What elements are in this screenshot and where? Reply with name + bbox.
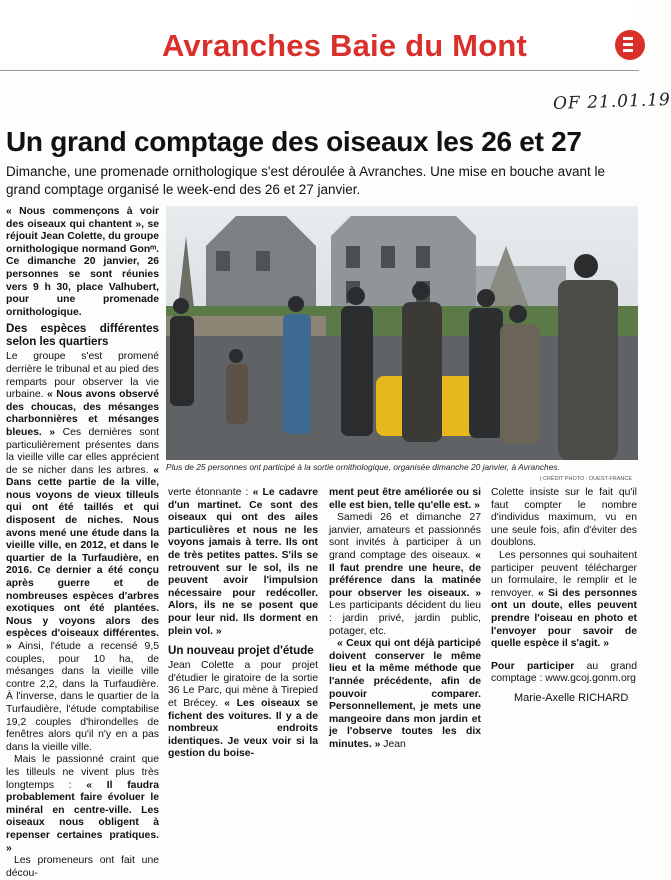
photo-caption: Plus de 25 personnes ont participé à la sortie ornithologique, organisée dimanche 20 janvier, à Avranches. xyxy=(166,462,560,472)
quote-run: « Dans cette partie de la ville, nous voyons de vieux tilleuls qui ont été taillés et qui disposent de niches. Nous avons mené une étude dans la vieille ville, en 2012, et dans le quartier de la Turfaudière, en 2016. Ce dernier a été conçu après guerre et de nombreuses espèces d'arbres exotiques ont été plantées. Nous y voyons alors des espèces d'oiseaux différentes. » xyxy=(6,464,159,652)
subheading: Des espèces différentes selon les quartiers xyxy=(6,322,159,349)
article-headline: Un grand comptage des oiseaux les 26 et 27 xyxy=(6,126,582,157)
article-column-4 xyxy=(491,487,637,686)
paragraph xyxy=(329,487,481,512)
date-annotation: OF 21.01.19 xyxy=(552,89,671,115)
paragraph xyxy=(6,754,159,855)
text-run: Samedi 26 et dimanche 27 janvier, amateurs et passionnés sont invités à participer à un grand comptage des oiseaux. xyxy=(329,512,481,561)
quote-run: « Les oiseaux se fichent des voitures. Il y a de nombreux endroits identiques. Je veux voir si la gestion du boise- xyxy=(168,697,318,760)
article-column-3 xyxy=(329,487,481,751)
quote-run: « Ceux qui ont déjà participé doivent conserver le même lieu et la même méthode que l'année précédente, afin de pouvoir comparer. Personnellement, je mets une mangeoire dans mon jardin et je l'observe toutes les dix minutes. » xyxy=(329,638,481,750)
header-divider xyxy=(0,70,639,71)
text-run: Les participants décident du lieu : jardin privé, jardin public, potager, etc. xyxy=(329,600,481,637)
article-column-2 xyxy=(168,487,318,761)
quote-run: ment peut être améliorée ou si elle est bien, telle qu'elle est. » xyxy=(329,487,481,511)
paragraph xyxy=(168,487,318,638)
paragraph xyxy=(6,855,159,880)
paragraph xyxy=(491,661,637,686)
text-run: verte étonnante : xyxy=(168,487,253,498)
paragraph xyxy=(329,512,481,638)
photo-credit: | CRÉDIT PHOTO : OUEST-FRANCE xyxy=(540,476,632,482)
article-standfirst: Dimanche, une promenade ornithologique s'est déroulée à Avranches. Une mise en bouche avant le grand comptage organisé le week-end des 26 et 27 janvier. xyxy=(6,164,605,197)
article-byline: Marie-Axelle RICHARD xyxy=(514,692,629,704)
newspaper-logo-icon xyxy=(613,28,639,62)
group-photo xyxy=(166,206,638,460)
text-run: Ces dernières sont particulièrement présentes dans la vieille ville car elles apprécient de se nicher dans les arbres. xyxy=(6,426,159,476)
text-run: Jean xyxy=(380,738,406,750)
quote-run: « Il faut prendre une heure, de préférence dans la matinée pour observer les oiseaux. » xyxy=(329,549,481,599)
paragraph xyxy=(491,550,637,651)
section-title: Avranches Baie du Mont xyxy=(162,28,527,63)
participate-label: Pour participer xyxy=(491,660,575,672)
text-run: Les promeneurs ont fait une décou- xyxy=(6,855,159,879)
paragraph xyxy=(6,206,159,319)
lead-quote: « Nous commençons à voir des oiseaux qui chantent », se réjouit Jean Colette, du groupe ornithologique normand Gonᵐ. Ce dimanche 20 janvier, 26 personnes se sont réunies vers 9 h 30, place Valhubert, pour une promenade ornithologique. xyxy=(6,206,159,318)
quote-run: « Le cadavre d'un martinet. Ce sont des oiseaux qui ont des ailes particulières et nous ne les voyons jamais à terre. Ils ont de très petites pattes. S'ils se retrouvent sur le sol, ils ne peuvent avoir l'impulsion nécessaire pour redécoller. Alors, ils ne se posent que pour leur nid. Ils dorment en plein vol. » xyxy=(168,487,319,637)
text-run: Les personnes qui souhaitent participer peuvent télécharger un formulaire, le remplir et le renvoyer. xyxy=(491,549,637,599)
text-run: Mais le passionné craint que les tilleuls ne vivent plus très longtemps : xyxy=(6,754,159,791)
text-run: Ainsi, l'étude a recensé 9,5 couples, pour 10 ha, de mésanges dans la vieille ville contre 2,2, dans la Turfaudière. À l'inverse, dans le quartier de la Turfaudière, l'étude comptabilise 19,2 couples d'hirondelles de fenêtres alors qu'il n'y en a pas dans la vieille ville. xyxy=(6,641,159,753)
quote-run: « Nous avons observé des choucas, des mésanges charbonnières et mésanges bleues. » xyxy=(6,389,159,438)
subheading: Un nouveau projet d'étude xyxy=(168,644,314,658)
text-run: Colette insiste sur le fait qu'il faut compter le nombre d'individus maximum, vu en une seule fois, afin d'éviter des doublons. xyxy=(491,487,637,549)
paragraph xyxy=(329,638,481,751)
paragraph xyxy=(491,487,637,550)
quote-run: « Il faudra probablement faire évoluer le minéral en centre-ville. Les oiseaux nous obligent à repenser certaines pratiques. » xyxy=(6,779,159,854)
text-run: Le groupe s'est promené derrière le tribunal et au pied des remparts pour observer la vie urbaine. xyxy=(6,351,159,401)
text-run: Jean Colette a pour projet d'étudier le giratoire de la sortie 36 Le Parc, qui mène à Tirepied et Brécey. xyxy=(168,660,318,709)
paragraph xyxy=(168,660,318,761)
participate-link[interactable]: au grand comptage : www.gcoj.gonm.org xyxy=(491,660,637,685)
paragraph xyxy=(6,351,159,754)
article-column-1 xyxy=(6,206,159,880)
quote-run: « Si des personnes ont un doute, elles peuvent prendre l'oiseau en photo et l'envoyer pour savoir de quelle espèce il s'agit. » xyxy=(491,587,637,650)
